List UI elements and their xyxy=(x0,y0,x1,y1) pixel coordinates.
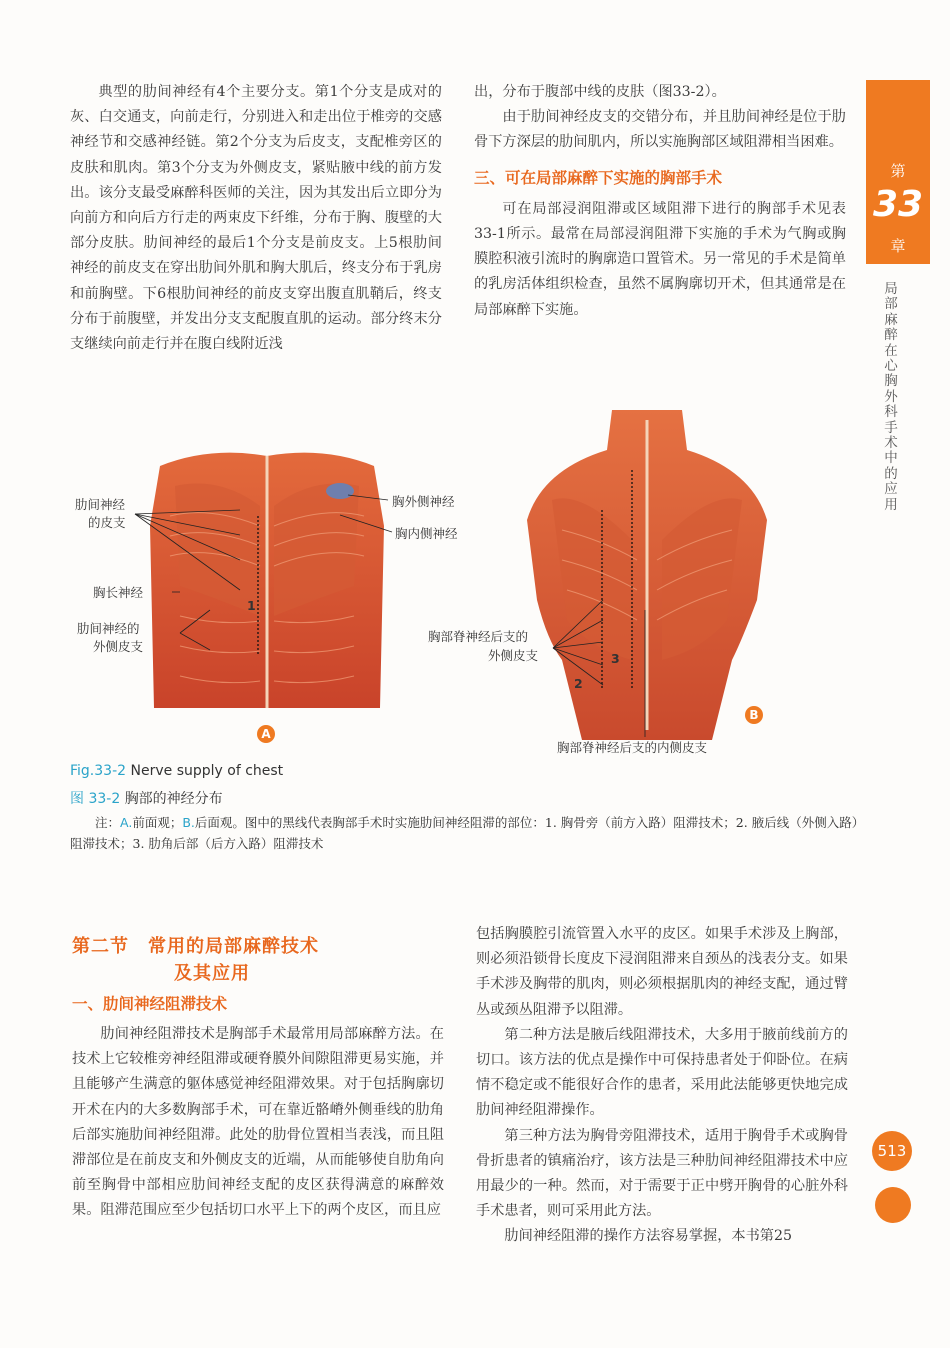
chapter-tab xyxy=(866,80,930,264)
caption-zh-text: 胸部的神经分布 xyxy=(124,791,223,807)
bottom-right-column xyxy=(476,922,848,1250)
note-start: 注： xyxy=(95,815,121,830)
chapter-title-vertical: 局部麻醉在心胸外科手术中的应用 xyxy=(884,281,898,513)
label-intercostal-cutaneous: 肋间神经 xyxy=(75,497,126,512)
figure-caption-zh xyxy=(70,788,223,808)
section-title-line1: 第二节 常用的局部麻醉技术 xyxy=(72,936,319,957)
paragraph: 肋间神经阻滞的操作方法容易掌握，本书第25 xyxy=(504,1228,793,1245)
label-spinal-posterior-medial: 胸部脊神经后支的内侧皮支 xyxy=(557,740,708,755)
label-spinal-posterior-lateral-2: 外侧皮支 xyxy=(488,648,539,663)
continued-paragraph: 包括胸膜腔引流管置入水平的皮区。如果手术涉及上胸部，则必须沿锁骨长度皮下浸润阻滞来自颈丛的浅表分支。如果手术涉及胸带的肌肉，则必须根据肌肉的神经支配，通过臂丛或颈丛阻滞予以阻滞。 xyxy=(476,926,848,1018)
figure-caption-en xyxy=(70,763,283,779)
paragraph: 第三种方法为胸骨旁阻滞技术，适用于胸骨手术或胸骨骨折患者的镇痛治疗，该方法是三种肋间神经阻滞技术中应用最少的一种。然而，对于需要于正中劈开胸骨的心脏外科手术患者，则可采用此方法。 xyxy=(476,1127,848,1220)
note-b-label: B. xyxy=(182,815,195,830)
paragraph: 第二种方法是腋后线阻滞技术，大多用于腋前线前方的切口。该方法的优点是操作中可保持患者处于仰卧位。在病情不稳定或不能很好合作的患者，采用此法能够更快地完成肋间神经阻滞操作。 xyxy=(476,1026,848,1119)
caption-en-text: Nerve supply of chest xyxy=(130,763,284,779)
leader-lines-b xyxy=(545,590,665,740)
label-long-thoracic-nerve: 胸长神经 xyxy=(93,585,144,600)
section-title xyxy=(72,933,319,987)
figure-a-marker: A xyxy=(257,725,275,743)
page-decoration-dot xyxy=(875,1187,911,1223)
section-heading: 三、可在局部麻醉下实施的胸部手术 xyxy=(474,168,723,187)
note-a-label: A. xyxy=(120,815,133,830)
marker-1: 1 xyxy=(247,598,256,613)
leader-lines-a xyxy=(130,490,410,690)
label-lateral-pectoral-nerve: 胸外侧神经 xyxy=(392,494,455,509)
label-lateral-cutaneous: 肋间神经的 xyxy=(77,621,140,636)
label-medial-pectoral-nerve: 胸内侧神经 xyxy=(395,526,458,541)
paragraph: 可在局部浸润阻滞或区域阻滞下进行的胸部手术见表33-1所示。最常在局部浸润阻滞下实施的手术为气胸或胸膜腔积液引流时的胸廓造口置管术。另一常见的手术是简单的乳房活体组织检查，虽然不属胸廓切开术，但其通常是在局部麻醉下实施。 xyxy=(474,200,846,318)
figure-note xyxy=(70,812,860,854)
continued-paragraph: 出，分布于腹部中线的皮肤（图33-2）。 xyxy=(474,84,726,100)
marker-3: 3 xyxy=(611,651,620,666)
paragraph: 肋间神经阻滞技术是胸部手术最常用局部麻醉方法。在技术上它较椎旁神经阻滞或硬脊膜外间隙阻滞更易实施，并且能够产生满意的躯体感觉神经阻滞效果。对于包括胸廓切开术在内的大多数胸部手术，可在靠近骼嵴外侧垂线的肋角后部实施肋间神经阻滞。此处的肋骨位置相当表浅，而且阻滞部位是在前皮支和外侧皮支的近端，从而能够使自肋角向前至胸骨中部相应肋间神经支配的皮区获得满意的麻醉效果。阻滞范围应至少包括切口水平上下的两个皮区，而且应 xyxy=(72,1026,444,1219)
chapter-number: 33 xyxy=(872,184,924,225)
figure-number-en: Fig.33-2 xyxy=(70,763,127,779)
figure-b-marker: B xyxy=(745,706,763,724)
note-b-text: 后面观。图中的黑线代表胸部手术时实施肋间神经阻滞的部位：1. 胸骨旁（前方入路）阻滞技术；2. 腋后线（外侧入路）阻滞技术；3. 肋角后部（后方入路）阻滞技术 xyxy=(70,815,858,851)
marker-2: 2 xyxy=(574,676,583,691)
subsection-heading: 一、肋间神经阻滞技术 xyxy=(72,995,228,1013)
chapter-zhang: 章 xyxy=(890,237,906,255)
top-left-column xyxy=(70,80,442,357)
note-a-text: 前面观； xyxy=(132,815,183,830)
label-spinal-posterior-lateral: 胸部脊神经后支的 xyxy=(428,629,529,644)
chapter-di: 第 xyxy=(890,162,906,180)
paragraph: 由于肋间神经皮支的交错分布，并且肋间神经是位于肋骨下方深层的肋间肌内，所以实施胸部区域阻滞相当困难。 xyxy=(474,109,846,151)
label-intercostal-cutaneous-2: 的皮支 xyxy=(88,515,126,530)
intro-paragraph: 典型的肋间神经有4个主要分支。第1个分支是成对的灰、白交通支，向前走行，分别进入和走出位于椎旁的交感神经节和交感神经链。第2个分支为后皮支，支配椎旁区的皮肤和肌肉。第3个分支为外侧皮支，紧贴腋中线的前方发出。该分支最受麻醉科医师的关注，因为其发出后立即分为向前方和向后方行走的两束皮下纤维，分布于胸、腹壁的大部分皮肤。肋间神经的最后1个分支是前皮支。上5根肋间神经的前皮支在穿出肋间外肌和胸大肌后，终支分布于乳房和前胸壁。下6根肋间神经的前皮支穿出腹直肌鞘后，终支分布于前腹壁，并发出分支支配腹直肌的运动。部分终末分支继续向前走行并在腹白线附近浅 xyxy=(70,84,442,353)
figure-number-zh: 图 33-2 xyxy=(70,791,121,807)
label-lateral-cutaneous-2: 外侧皮支 xyxy=(93,639,144,654)
top-right-column xyxy=(474,80,846,323)
page-number: 513 xyxy=(872,1131,912,1171)
bottom-left-column xyxy=(72,1022,444,1224)
section-title-line2: 及其应用 xyxy=(174,963,250,984)
